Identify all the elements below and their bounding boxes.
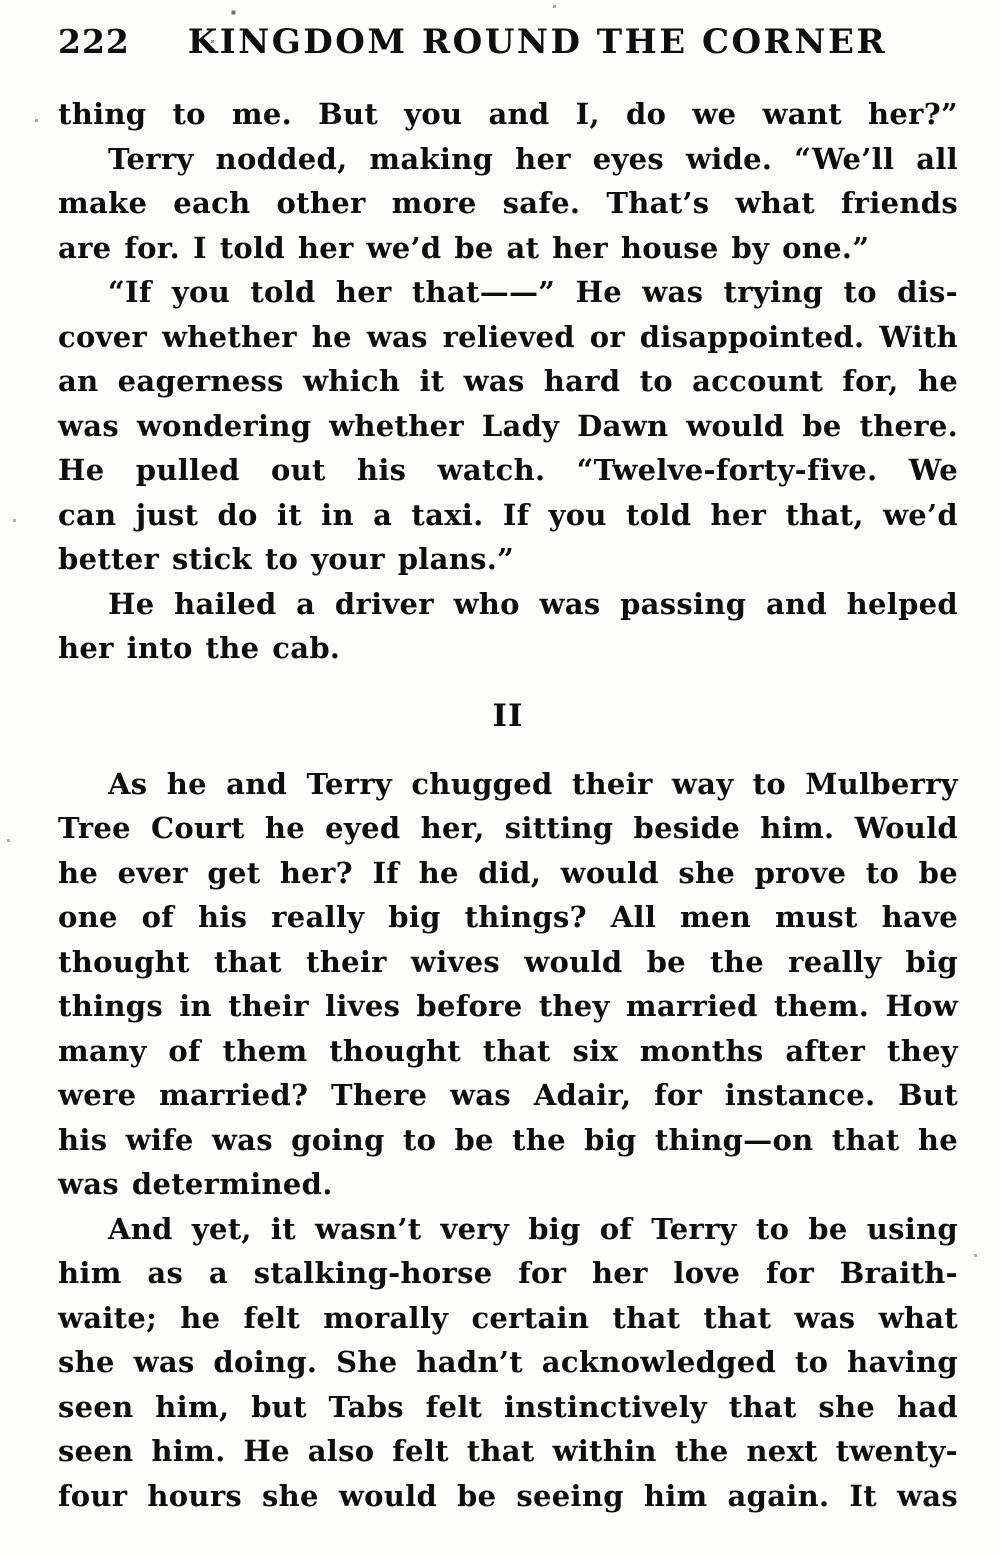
text-line: waite; he felt morally certain that that was what — [58, 1300, 958, 1335]
text-line: many of them thought that six months after they — [58, 1033, 958, 1068]
text-line: her into the cab. — [58, 631, 341, 665]
page-body — [58, 92, 958, 1518]
text-line: were married? There was Adair, for instance. But — [58, 1078, 958, 1112]
text-line: was determined. — [58, 1167, 333, 1201]
text-line: Terry nodded, making her eyes wide. “We’ll all — [108, 141, 958, 176]
text-line: can just do it in a taxi. If you told her that, we’d — [58, 497, 958, 532]
paragraph — [58, 762, 958, 1207]
page-number: 222 — [58, 22, 130, 61]
text-line: him as a stalking-horse for her love for Braith- — [58, 1256, 958, 1290]
text-line: was wondering whether Lady Dawn would be there. — [58, 408, 958, 443]
text-line: “If you told her that——” He was trying to dis- — [108, 275, 958, 309]
text-line: he ever get her? If he did, would she prove to be — [58, 855, 958, 890]
text-line: are for. I told her we’d be at her house by one.” — [58, 230, 870, 265]
running-title: KINGDOM ROUND THE CORNER — [187, 22, 888, 62]
scan-noise — [0, 0, 1, 1]
paragraph — [58, 270, 958, 582]
text-line: cover whether he was relieved or disappointed. With — [58, 319, 958, 354]
text-line: As he and Terry chugged their way to Mulberry — [108, 766, 958, 801]
text-line: thought that their wives would be the really big — [58, 944, 958, 979]
paragraph — [58, 137, 958, 271]
text-line: He hailed a driver who was passing and helped — [108, 586, 958, 621]
text-line: better stick to your plans.” — [58, 542, 515, 576]
paragraph — [58, 92, 958, 137]
section-heading: II — [492, 697, 524, 734]
paragraph — [58, 582, 958, 671]
text-line: He pulled out his watch. “Twelve-forty-five. We — [58, 453, 958, 487]
text-line: his wife was going to be the big thing—on that he — [58, 1122, 958, 1157]
text-line: make each other more safe. That’s what friends — [58, 186, 958, 220]
text-line: seen him. He also felt that within the next twenty- — [58, 1434, 958, 1468]
text-line: things in their lives before they married them. How — [58, 989, 958, 1023]
text-line: And yet, it wasn’t very big of Terry to be using — [108, 1211, 958, 1246]
running-head — [58, 22, 945, 62]
text-line: Tree Court he eyed her, sitting beside him. Would — [58, 811, 958, 845]
text-line: an eagerness which it was hard to account for, he — [58, 364, 958, 398]
paragraph — [58, 1207, 958, 1519]
text-line: four hours she would be seeing him again. It was — [58, 1478, 958, 1513]
text-line: seen him, but Tabs felt instinctively that she had — [58, 1389, 958, 1424]
text-line: she was doing. She hadn’t acknowledged to having — [58, 1345, 958, 1379]
text-line: one of his really big things? All men must have — [58, 900, 958, 934]
text-line: thing to me. But you and I, do we want her?” — [58, 97, 958, 131]
